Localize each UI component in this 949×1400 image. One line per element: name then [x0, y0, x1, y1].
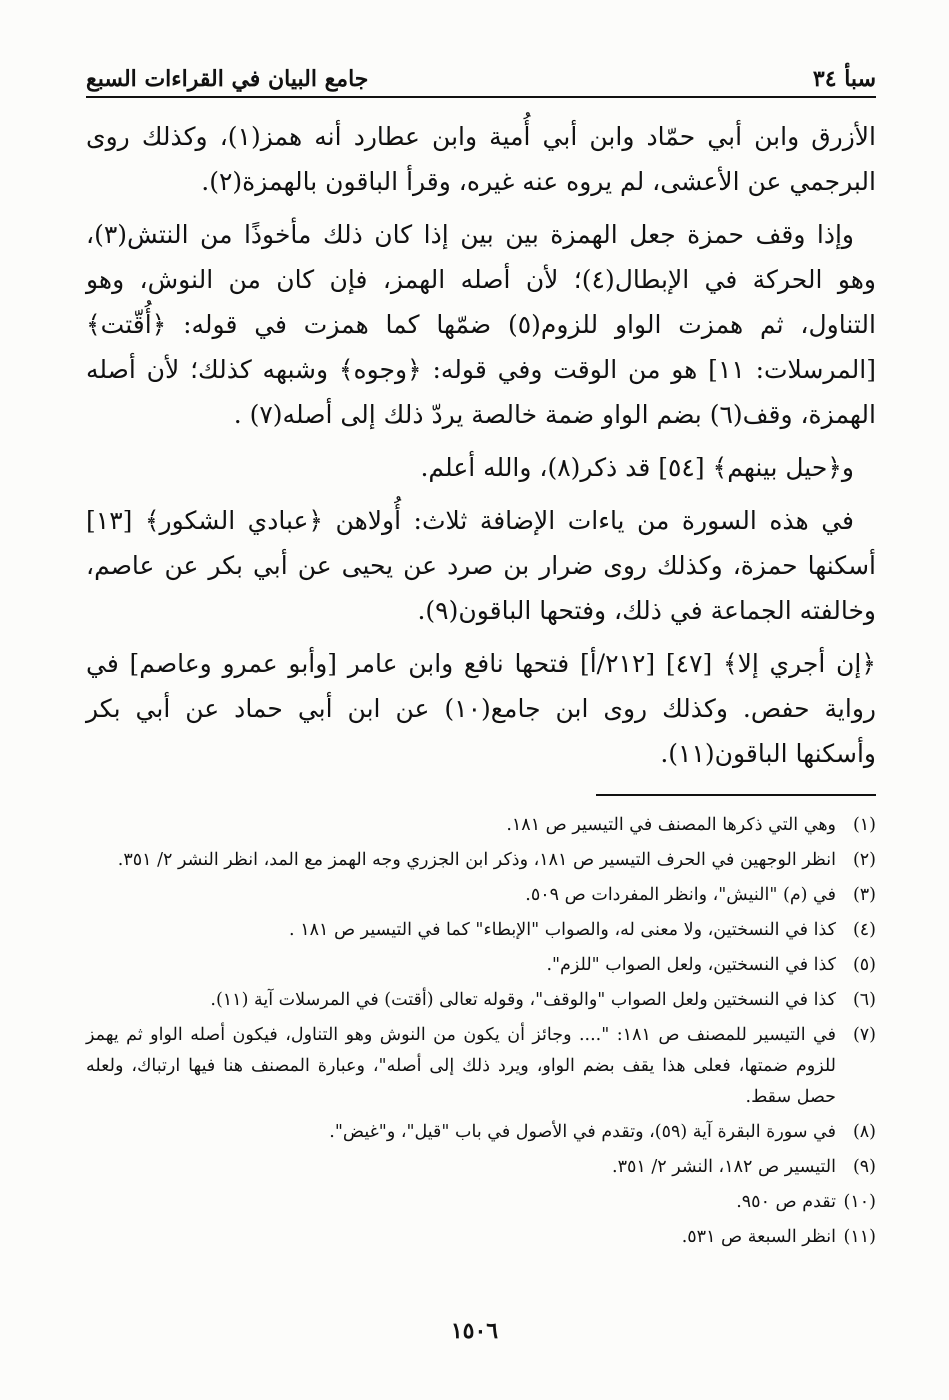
footnote-number: (٣): [852, 885, 876, 905]
footnote-text: في (م) "النيش"، وانظر المفردات ص ٥٠٩.: [525, 885, 836, 905]
footnote-number: (٤): [852, 920, 876, 940]
footnote-item: [86, 880, 876, 911]
footnote-text: كذا في النسختين، ولا معنى له، والصواب "الإبطاء" كما في التيسير ص ١٨١ .: [289, 920, 836, 940]
footnote-number: (١): [852, 815, 876, 835]
paragraph: الأزرق وابن أبي حمّاد وابن أبي أُمية وابن عطارد أنه همز(١)، وكذلك روى البرجمي عن الأعشى، لم يروه عنه غيره، وقرأ الباقون بالهمزة(٢).: [86, 122, 876, 196]
footnote-text: كذا في النسختين، ولعل الصواب "للزم".: [546, 955, 836, 975]
footnote-item: [86, 950, 876, 981]
header-surah: سبأ ٣٤: [812, 66, 876, 92]
footnote-text: في التيسير للمصنف ص ١٨١: ".... وجائز أن يكون من النوش وهو التناول، فيكون أصله الواو ثم يهمز للزوم ضمتها، فعلى هذا يقف بضم الواو، ويرد ذلك إلى أصله"، وعبارة المصنف هنا فيها ارتباك، ولعله حصل سقط.: [86, 1025, 836, 1107]
footnote-item: [86, 1222, 876, 1253]
footnote-text: تقدم ص ٩٥٠.: [736, 1192, 836, 1212]
main-text: [86, 114, 876, 776]
footnote-text: وهي التي ذكرها المصنف في التيسير ص ١٨١.: [506, 815, 836, 835]
footnote-text: انظر الوجهين في الحرف التيسير ص ١٨١، وذكر ابن الجزري وجه الهمز مع المد، انظر النشر ٢/ ٣٥١.: [117, 850, 836, 870]
footnote-number: (٦): [852, 990, 876, 1010]
footnote-rule: [596, 794, 876, 796]
paragraph: في هذه السورة من ياءات الإضافة ثلاث: أُولاهن ﴿عبادي الشكور﴾ [١٣] أسكنها حمزة، وكذلك روى ضرار بن صرد عن يحيى عن أبي بكر عن عاصم، وخالفته الجماعة في ذلك، وفتحها الباقون(٩).: [86, 506, 876, 625]
footnote-number: (٥): [852, 955, 876, 975]
footnote-number: (١١): [843, 1227, 876, 1247]
footnote-item: [86, 810, 876, 841]
header-book-title: جامع البيان في القراءات السبع: [86, 66, 369, 92]
footnote-item: [86, 845, 876, 876]
footnote-text: التيسير ص ١٨٢، النشر ٢/ ٣٥١.: [612, 1157, 836, 1177]
paragraph: ﴿إن أجري إلا﴾ [٤٧] [٢١٢/أ] فتحها نافع وابن عامر [وأبو عمرو وعاصم] في رواية حفص. وكذلك روى ابن جامع(١٠) عن ابن أبي حماد عن أبي بكر وأسكنها الباقون(١١).: [86, 649, 876, 768]
page: [86, 50, 876, 1257]
footnote-item: [86, 915, 876, 946]
footnote-number: (٧): [852, 1025, 876, 1045]
footnote-item: [86, 1020, 876, 1113]
footnote-item: [86, 1187, 876, 1218]
footnote-text: كذا في النسختين ولعل الصواب "والوقف"، وقوله تعالى (أقتت) في المرسلات آية (١١).: [210, 990, 836, 1010]
page-number: ١٥٠٦: [450, 1318, 499, 1344]
footnote-item: [86, 985, 876, 1016]
footnote-text: انظر السبعة ص ٥٣١.: [681, 1227, 836, 1247]
footnote-item: [86, 1117, 876, 1148]
paragraph: و﴿حيل بينهم﴾ [٥٤] قد ذكر(٨)، والله أعلم.: [420, 453, 854, 482]
footnote-text: في سورة البقرة آية (٥٩)، وتقدم في الأصول في باب "قيل"، و"غيض".: [329, 1122, 836, 1142]
running-header: [86, 50, 876, 92]
footnote-number: (١٠): [843, 1192, 876, 1212]
footnote-item: [86, 1152, 876, 1183]
paragraph: وإذا وقف حمزة جعل الهمزة بين بين إذا كان ذلك مأخوذًا من النتش(٣)، وهو الحركة في الإبطال(٤)؛ لأن أصله الهمز، فإن كان من النوش، وهو التناول، ثم همزت الواو للزوم(٥) ضمّها كما همزت في قوله: ﴿أُقّتت﴾ [المرسلات: ١١] هو من الوقت وفي قوله: ﴿وجوه﴾ وشبهه كذلك؛ لأن أصله الهمزة، وقف(٦) بضم الواو ضمة خالصة يردّ ذلك إلى أصله(٧) .: [86, 220, 876, 429]
footnote-number: (٨): [852, 1122, 876, 1142]
header-rule: [86, 96, 876, 98]
footnotes: [86, 810, 876, 1253]
footnote-number: (٢): [852, 850, 876, 870]
footnote-number: (٩): [852, 1157, 876, 1177]
